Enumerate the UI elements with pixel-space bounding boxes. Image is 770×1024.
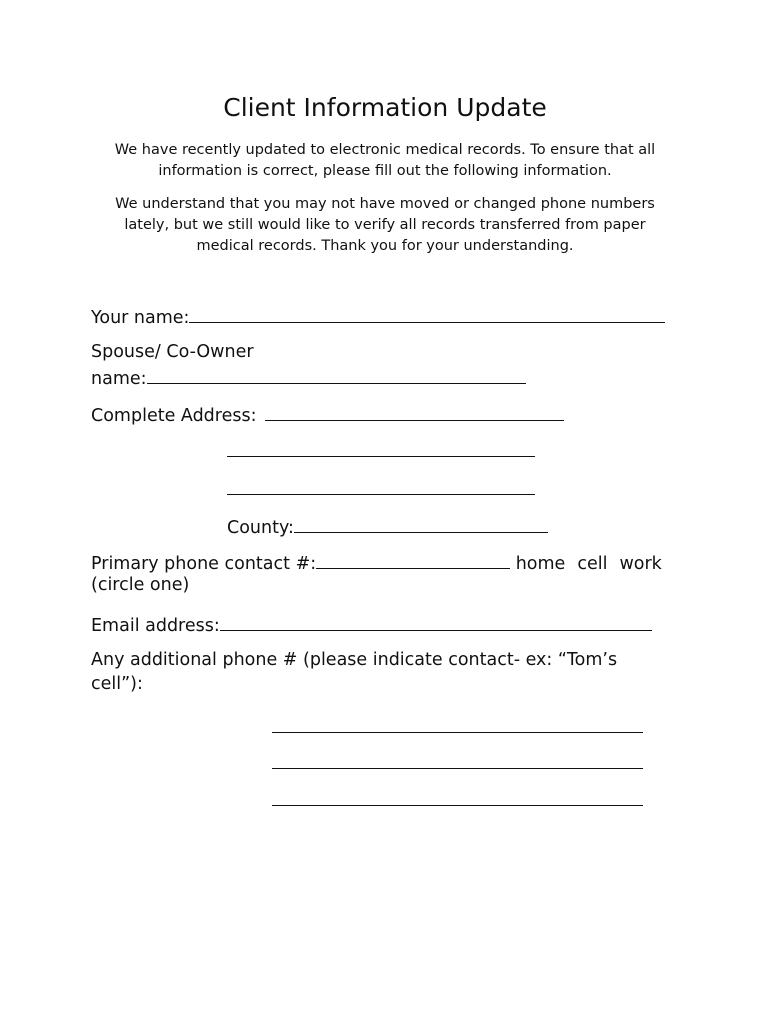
address-field-line-3[interactable] <box>227 475 535 495</box>
phone-option-cell[interactable]: cell <box>577 554 608 574</box>
your-name-field[interactable] <box>189 303 665 323</box>
phone-option-work[interactable]: work <box>619 554 662 574</box>
intro-paragraph-1: We have recently updated to electronic medical records. To ensure that all information is correct, please fill out the following information. <box>114 142 656 179</box>
email-field[interactable] <box>220 611 652 631</box>
county-field[interactable] <box>294 513 548 533</box>
primary-phone-field[interactable] <box>316 549 510 569</box>
address-field-line-1[interactable] <box>265 401 564 421</box>
additional-phone-label-line-1: Any additional phone # (please indicate contact- ex: “Tom’s <box>91 650 618 670</box>
email-label: Email address: <box>91 616 220 636</box>
intro-paragraph-2: We understand that you may not have moved or changed phone numbers lately, but we still would like to verify all records transferred from paper medical records. Thank you for your understanding. <box>115 196 655 254</box>
additional-phone-row-2 <box>272 749 643 776</box>
address-line-3-row <box>227 475 535 502</box>
additional-phone-row-3 <box>272 786 643 813</box>
address-field-line-2[interactable] <box>227 437 535 457</box>
your-name-row <box>91 303 665 330</box>
spouse-name-field[interactable] <box>147 364 526 384</box>
address-line-2-row <box>227 437 535 464</box>
additional-phone-field-1[interactable] <box>272 713 643 733</box>
spouse-label-line-1: Spouse/ Co-Owner <box>91 342 254 362</box>
form-title: Client Information Update <box>223 93 547 122</box>
primary-phone-label: Primary phone contact #: <box>91 554 317 574</box>
email-row <box>91 611 652 638</box>
additional-phone-field-2[interactable] <box>272 749 643 769</box>
your-name-label: Your name: <box>91 308 190 328</box>
additional-phone-row-1 <box>272 713 643 740</box>
address-label: Complete Address: <box>91 406 257 426</box>
additional-phone-label-line-2: cell”): <box>91 674 143 694</box>
county-row <box>227 513 548 540</box>
spouse-name-row <box>91 364 526 391</box>
county-label: County: <box>227 518 294 538</box>
address-row <box>91 401 564 428</box>
phone-option-home[interactable]: home <box>515 554 566 574</box>
circle-one-note: (circle one) <box>91 575 190 595</box>
spouse-name-label: name: <box>91 369 147 389</box>
primary-phone-row <box>91 549 662 576</box>
additional-phone-field-3[interactable] <box>272 786 643 806</box>
